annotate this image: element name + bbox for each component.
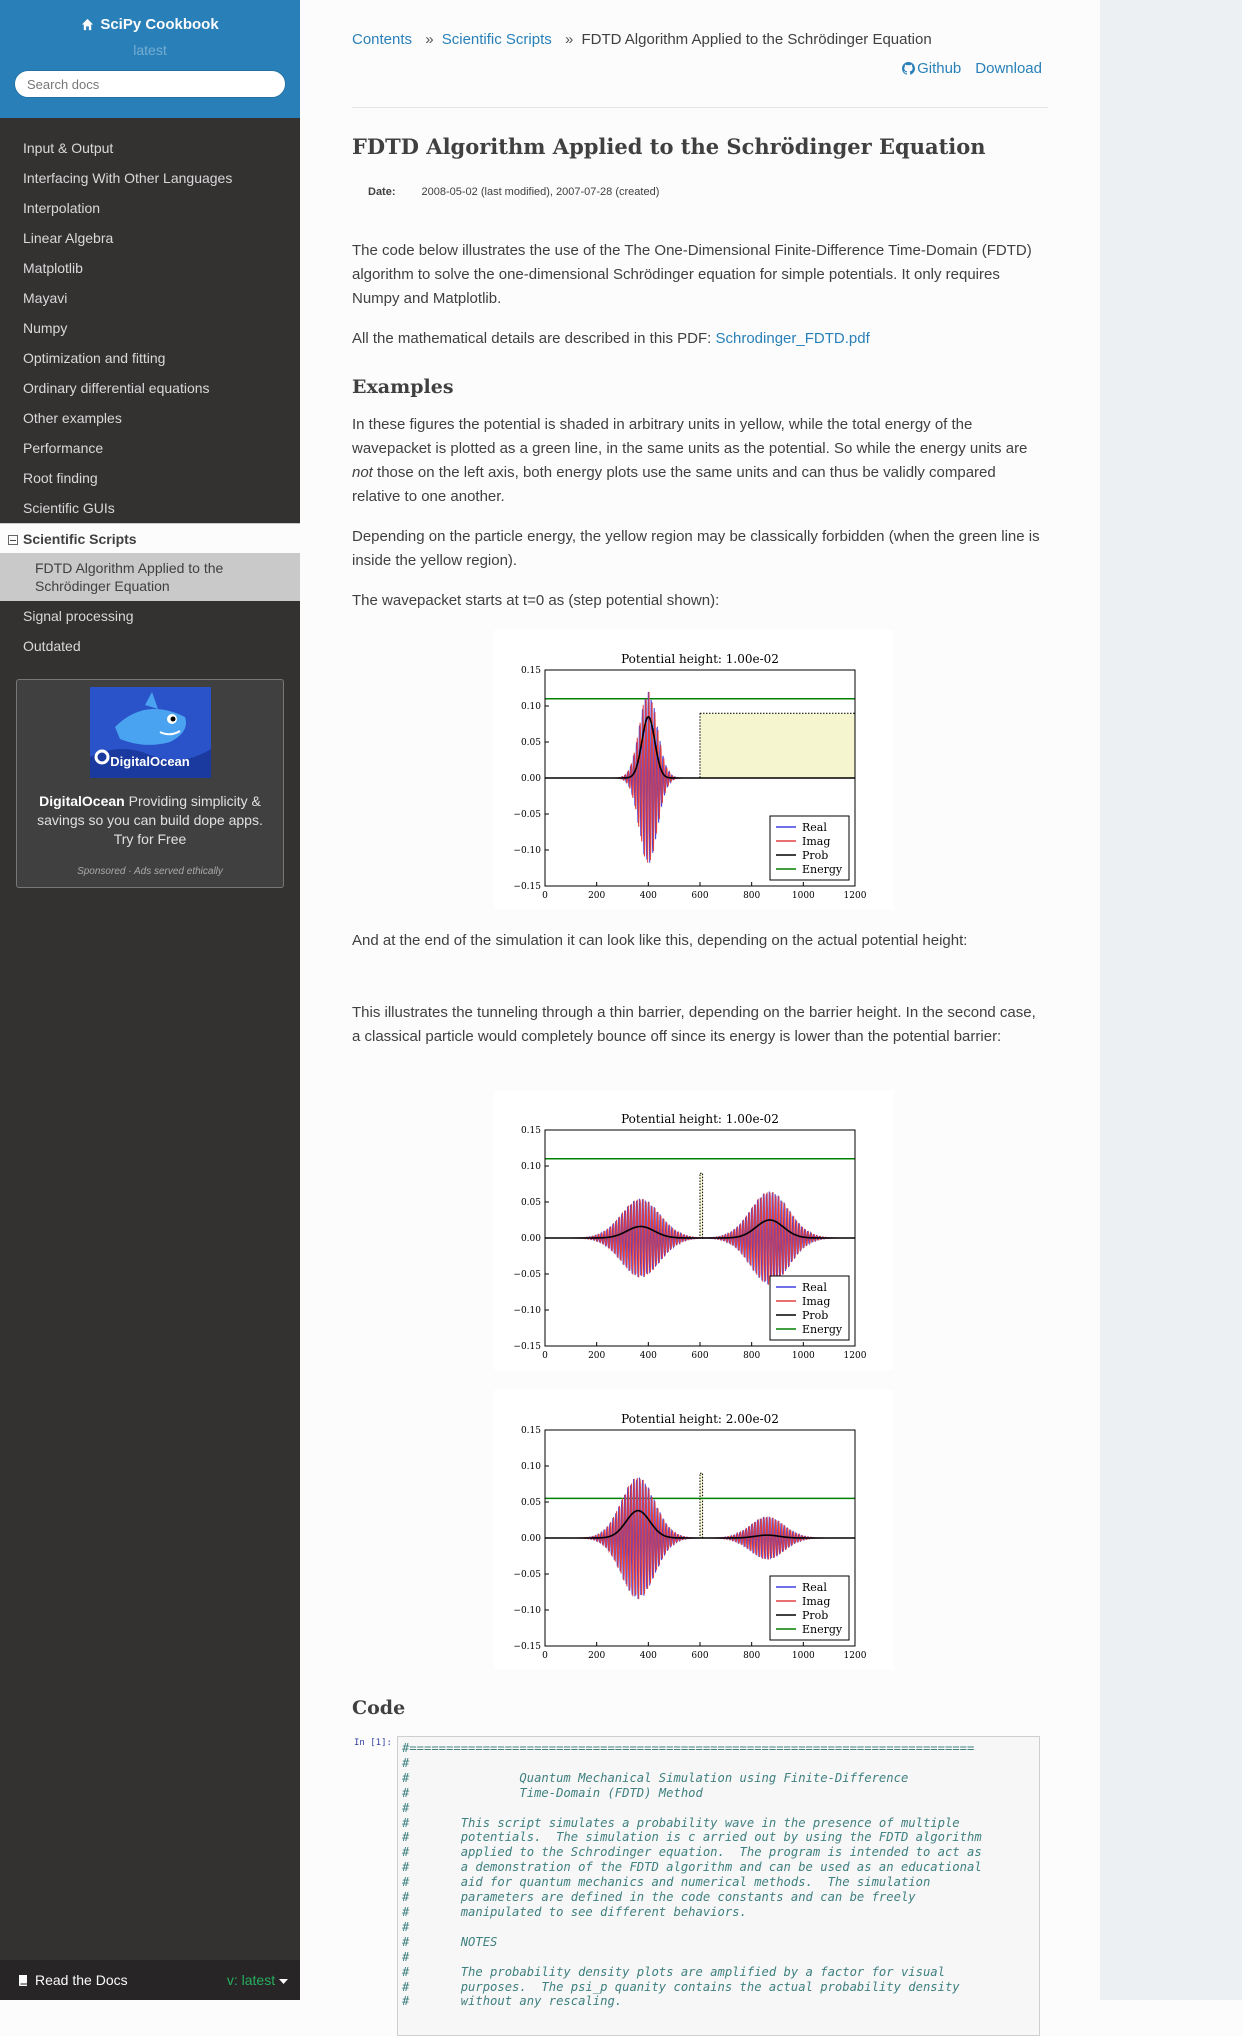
page-title: FDTD Algorithm Applied to the Schrödinger Equation <box>352 134 986 159</box>
x-tick-label: 600 <box>691 1351 709 1361</box>
sidebar-item-other-examples[interactable]: Other examples <box>23 410 122 426</box>
github-link[interactable] <box>902 60 961 77</box>
x-tick-label: 400 <box>639 1651 657 1661</box>
code-line: # The probability density plots are amplified by a factor for visual <box>402 1964 945 1979</box>
y-tick-label: 0.05 <box>520 738 541 748</box>
sidebar-item-ode[interactable]: Ordinary differential equations <box>23 380 210 396</box>
ad-image[interactable] <box>90 687 211 778</box>
page-margin <box>1100 0 1242 2000</box>
y-tick-label: 0.10 <box>520 1462 541 1472</box>
x-tick-label: 600 <box>691 1651 709 1661</box>
x-tick-label: 1200 <box>843 1351 867 1361</box>
legend-label: Prob <box>802 849 829 862</box>
legend-label: Real <box>802 821 827 834</box>
y-tick-label: −0.10 <box>513 846 541 856</box>
legend-label: Real <box>802 1581 827 1594</box>
y-tick-label: −0.15 <box>513 882 541 892</box>
legend-label: Energy <box>802 863 843 876</box>
examples-paragraph-2: Depending on the particle energy, the yellow region may be classically forbidden (when the green line is inside the yellow region). <box>352 528 1040 569</box>
breadcrumb-separator: » <box>564 31 574 48</box>
sidebar-item-outdated[interactable]: Outdated <box>23 638 81 654</box>
code-line: # NOTES <box>402 1934 498 1949</box>
sidebar-item-performance[interactable]: Performance <box>23 440 104 456</box>
code-line: # <box>402 1919 410 1934</box>
date-value: 2008-05-02 (last modified), 2007-07-28 (created) <box>421 186 660 198</box>
main-content <box>300 0 1100 2009</box>
date-field <box>368 186 659 198</box>
y-tick-label: 0.00 <box>520 774 541 784</box>
sidebar-item-optimization[interactable]: Optimization and fitting <box>23 350 166 366</box>
sidebar-nav <box>0 133 300 661</box>
y-tick-label: −0.10 <box>513 1306 541 1316</box>
rtd-version: v: latest <box>226 1972 276 1988</box>
github-label: Github <box>917 60 962 77</box>
y-tick-label: 0.00 <box>520 1534 541 1544</box>
x-tick-label: 200 <box>588 1651 606 1661</box>
legend-label: Energy <box>802 1623 843 1636</box>
x-tick-label: 1200 <box>843 1651 867 1661</box>
x-tick-label: 1200 <box>843 891 867 901</box>
y-tick-label: −0.15 <box>513 1642 541 1652</box>
code-line: #============================================================================= <box>402 1741 975 1755</box>
x-tick-label: 0 <box>542 1351 548 1361</box>
legend-label: Real <box>802 1281 827 1294</box>
chart-title: Potential height: 1.00e-02 <box>621 652 779 666</box>
y-tick-label: 0.15 <box>520 1426 541 1436</box>
x-tick-label: 200 <box>588 891 606 901</box>
divider <box>352 107 1048 108</box>
sidebar <box>0 0 300 2000</box>
breadcrumb <box>352 31 932 48</box>
x-tick-label: 200 <box>588 1351 606 1361</box>
code-line: # a demonstration of the FDTD algorithm and can be used as an educational <box>402 1860 982 1875</box>
x-tick-label: 1000 <box>791 891 815 901</box>
figure-barrier-2 <box>494 1390 894 1670</box>
potential-region <box>700 1473 703 1538</box>
code-line: # <box>402 1949 410 1964</box>
breadcrumb-current: FDTD Algorithm Applied to the Schrödinger Equation <box>581 31 932 48</box>
code-line: # <box>402 1800 410 1815</box>
breadcrumb-section[interactable]: Scientific Scripts <box>441 31 552 48</box>
pdf-paragraph <box>352 327 1048 351</box>
x-tick-label: 800 <box>743 1651 761 1661</box>
docs-version: latest <box>133 42 167 58</box>
legend-label: Imag <box>802 1295 831 1308</box>
book-icon <box>18 1974 29 1987</box>
code-heading: Code <box>352 1697 406 1719</box>
breadcrumb-actions <box>902 60 1042 77</box>
site-title: SciPy Cookbook <box>100 16 219 33</box>
date-label: Date: <box>368 186 396 198</box>
chart-title: Potential height: 1.00e-02 <box>621 1112 779 1126</box>
y-tick-label: −0.15 <box>513 1342 541 1352</box>
github-icon <box>902 62 915 75</box>
code-line: # parameters are defined in the code constants and can be freely <box>402 1890 916 1905</box>
y-tick-label: 0.15 <box>520 666 541 676</box>
ad-copy: Providing simplicity & savings so you can build dope apps. Try for Free <box>37 793 263 847</box>
sidebar-item-matplotlib[interactable]: Matplotlib <box>23 260 83 276</box>
sponsor-ad[interactable] <box>16 679 284 888</box>
code-line: # Quantum Mechanical Simulation using Finite-Difference <box>402 1770 909 1785</box>
code-line: # <box>402 1755 410 1770</box>
x-tick-label: 1000 <box>791 1651 815 1661</box>
examples-paragraph-3: The wavepacket starts at t=0 as (step potential shown): <box>352 592 720 609</box>
legend-label: Prob <box>802 1309 829 1322</box>
sidebar-subitem-fdtd[interactable]: FDTD Algorithm Applied to the Schrödinger Equation <box>0 553 300 601</box>
y-tick-label: −0.05 <box>513 1570 541 1580</box>
x-tick-label: 600 <box>691 891 709 901</box>
ad-brand: DigitalOcean <box>39 793 125 809</box>
code-line: # without any rescaling. <box>402 1994 623 2009</box>
potential-region <box>700 713 855 778</box>
x-tick-label: 400 <box>639 891 657 901</box>
sidebar-item-numpy[interactable]: Numpy <box>23 320 68 336</box>
code-line: # Time-Domain (FDTD) Method <box>402 1785 703 1800</box>
x-tick-label: 0 <box>542 1651 548 1661</box>
sidebar-current-label: Scientific Scripts <box>23 531 137 547</box>
potential-region <box>700 1173 703 1238</box>
chart-barrier-high <box>494 1390 894 1670</box>
rtd-version-bar[interactable] <box>0 1960 300 2000</box>
sidebar-item-signal-processing[interactable]: Signal processing <box>23 608 134 624</box>
figure-barrier-1 <box>494 1090 894 1370</box>
chart-barrier-low <box>494 1090 894 1370</box>
site-title-link[interactable] <box>0 16 300 33</box>
examples-heading: Examples <box>352 376 454 398</box>
code-cell[interactable] <box>397 1736 1040 2036</box>
chart-initial-step <box>494 630 894 910</box>
legend-label: Prob <box>802 1609 829 1622</box>
sidebar-item-scientific-guis[interactable]: Scientific GUIs <box>23 500 115 516</box>
legend-label: Energy <box>802 1323 843 1336</box>
breadcrumb-contents[interactable]: Contents <box>352 31 413 48</box>
y-tick-label: 0.10 <box>520 1162 541 1172</box>
y-tick-label: 0.10 <box>520 702 541 712</box>
y-tick-label: 0.05 <box>520 1198 541 1208</box>
code-line: # aid for quantum mechanics and numerical methods. The simulation <box>402 1875 931 1890</box>
pdf-link[interactable]: Schrodinger_FDTD.pdf <box>715 330 870 347</box>
examples-paragraph-1: In these figures the potential is shaded in arbitrary units in yellow, while the total energy of the wavepacket is plotted as a green line, in the same units as the potential. So while the energy units are not those on the left axis, both energy plots use the same units and can thus be validly compared relative to one another. <box>352 416 1028 505</box>
y-tick-label: 0.15 <box>520 1126 541 1136</box>
y-tick-label: 0.05 <box>520 1498 541 1508</box>
sidebar-header <box>0 0 300 118</box>
sidebar-item-root-finding[interactable]: Root finding <box>23 470 98 486</box>
y-tick-label: −0.05 <box>513 810 541 820</box>
x-tick-label: 0 <box>542 891 548 901</box>
pdf-prefix: All the mathematical details are described in this PDF: <box>352 330 716 347</box>
caret-down-icon <box>279 1979 288 1985</box>
home-icon <box>81 18 94 31</box>
y-tick-label: −0.05 <box>513 1270 541 1280</box>
sidebar-item-linear-algebra[interactable]: Linear Algebra <box>23 230 114 246</box>
legend-label: Imag <box>802 1595 831 1608</box>
x-tick-label: 400 <box>639 1351 657 1361</box>
download-link[interactable]: Download <box>975 60 1042 77</box>
ad-logo-text: DigitalOcean <box>110 754 190 769</box>
collapse-icon[interactable] <box>8 535 18 545</box>
code-line: # purposes. The psi_p quanity contains the actual probability density <box>402 1979 960 1994</box>
y-tick-label: −0.10 <box>513 1606 541 1616</box>
ad-footer[interactable]: Sponsored · Ads served ethically <box>77 866 223 877</box>
sidebar-item-interfacing[interactable]: Interfacing With Other Languages <box>23 170 233 186</box>
intro-paragraph: The code below illustrates the use of the The One-Dimensional Finite-Difference Time-Domain (FDTD) algorithm to solve the one-dimensional Schrödinger equation for simple potentials. It only requires Numpy and Matplotlib. <box>352 242 1032 307</box>
rtd-label: Read the Docs <box>35 1972 128 1988</box>
code-line: # This script simulates a probability wave in the presence of multiple <box>402 1815 960 1830</box>
examples-paragraph-4: And at the end of the simulation it can look like this, depending on the actual potential height: <box>352 932 968 949</box>
code-line: # applied to the Schrodinger equation. The program is intended to act as <box>402 1845 982 1860</box>
code-line: # potentials. The simulation is c arried out by using the FDTD algorithm <box>402 1830 982 1845</box>
search-input[interactable] <box>14 70 286 98</box>
ad-text[interactable] <box>27 792 273 849</box>
sidebar-item-interpolation[interactable]: Interpolation <box>23 200 101 216</box>
breadcrumb-separator: » <box>425 31 434 48</box>
code-line: # manipulated to see different behaviors. <box>402 1904 747 1919</box>
legend-label: Imag <box>802 835 831 848</box>
chart-title: Potential height: 2.00e-02 <box>621 1412 779 1426</box>
sidebar-item-scientific-scripts[interactable] <box>0 523 300 553</box>
x-tick-label: 1000 <box>791 1351 815 1361</box>
examples-paragraph-5: This illustrates the tunneling through a thin barrier, depending on the barrier height. In the second case, a classical particle would completely bounce off since its energy is lower than the potential barrier: <box>352 1004 1036 1045</box>
figure-initial <box>494 630 894 910</box>
sidebar-item-mayavi[interactable]: Mayavi <box>23 290 68 306</box>
sidebar-item-input-output[interactable]: Input & Output <box>23 140 114 156</box>
x-tick-label: 800 <box>743 891 761 901</box>
code-prompt: In [1]: <box>354 1738 392 1748</box>
x-tick-label: 800 <box>743 1351 761 1361</box>
y-tick-label: 0.00 <box>520 1234 541 1244</box>
